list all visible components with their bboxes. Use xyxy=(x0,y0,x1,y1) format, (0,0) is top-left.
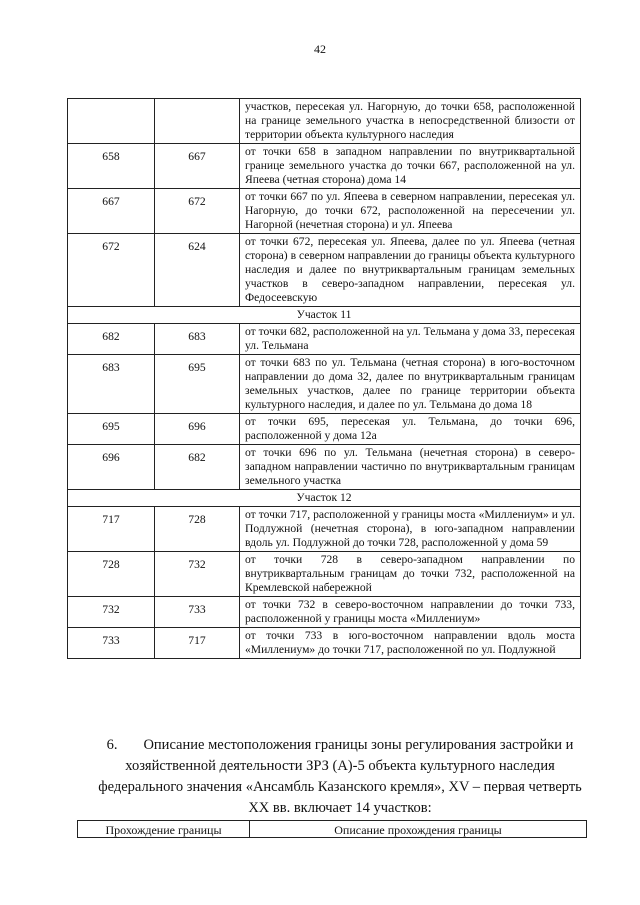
point-to: 683 xyxy=(155,324,240,355)
point-from: 667 xyxy=(68,189,155,234)
table-row xyxy=(68,628,581,659)
boundary-description: участков, пересекая ул. Нагорную, до точки 658, расположенной на границе земельного участка в непосредственной близости от территории объекта культурного наследия xyxy=(240,99,581,144)
point-to: 672 xyxy=(155,189,240,234)
table-header-row xyxy=(78,821,587,838)
point-to: 624 xyxy=(155,234,240,307)
table-row xyxy=(68,507,581,552)
point-to: 733 xyxy=(155,597,240,628)
table-row xyxy=(68,355,581,414)
point-to: 695 xyxy=(155,355,240,414)
point-from: 696 xyxy=(68,445,155,490)
point-from xyxy=(68,99,155,144)
boundary-description: от точки 658 в западном направлении по внутриквартальной границе земельного участка до точки 667, расположенной на ул. Япеева (четная сторона) дома 14 xyxy=(240,144,581,189)
section-title: Участок 11 xyxy=(68,307,581,324)
section-row xyxy=(68,307,581,324)
boundary-table xyxy=(67,98,581,659)
next-table-header xyxy=(77,820,587,838)
section-heading xyxy=(98,735,582,819)
column-header-passage: Прохождение границы xyxy=(78,821,250,838)
point-to: 717 xyxy=(155,628,240,659)
boundary-description: от точки 696 по ул. Тельмана (нечетная сторона) в северо-западном направлении частично по внутриквартальным границам земельного участка xyxy=(240,445,581,490)
boundary-description: от точки 682, расположенной на ул. Тельмана у дома 33, пересекая ул. Тельмана xyxy=(240,324,581,355)
section-title: Участок 12 xyxy=(68,490,581,507)
point-to: 682 xyxy=(155,445,240,490)
table-row xyxy=(68,414,581,445)
point-from: 695 xyxy=(68,414,155,445)
point-to: 696 xyxy=(155,414,240,445)
boundary-description: от точки 695, пересекая ул. Тельмана, до точки 696, расположенной у дома 12а xyxy=(240,414,581,445)
point-to: 732 xyxy=(155,552,240,597)
table-row xyxy=(68,99,581,144)
boundary-description: от точки 717, расположенной у границы моста «Миллениум» и ул. Подлужной (нечетная сторона), в юго-западном направлении вдоль ул. Подлужной до точки 728, расположенной у дома 59 xyxy=(240,507,581,552)
point-to xyxy=(155,99,240,144)
boundary-description: от точки 683 по ул. Тельмана (четная сторона) в юго-восточном направлении до дома 32, далее по внутриквартальным границам земельных участков, далее по границе территории объекта культурного наследия, и далее по ул. Тельмана до дома 18 xyxy=(240,355,581,414)
section-index: 6. xyxy=(106,737,118,753)
boundary-description: от точки 728 в северо-западном направлении по внутриквартальным границам до точки 732, расположенной на Кремлевской набережной xyxy=(240,552,581,597)
table-row xyxy=(68,144,581,189)
table-row xyxy=(68,552,581,597)
boundary-description: от точки 732 в северо-восточном направлении до точки 733, расположенной у границы моста «Миллениум» xyxy=(240,597,581,628)
boundary-description: от точки 733 в юго-восточном направлении вдоль моста «Миллениум» до точки 717, расположенной по ул. Подлужной xyxy=(240,628,581,659)
point-from: 732 xyxy=(68,597,155,628)
table-row xyxy=(68,324,581,355)
section-heading-text: Описание местоположения границы зоны регулирования застройки и хозяйственной деятельности ЗРЗ (А)-5 объекта культурного наследия федерального значения «Ансамбль Казанского кремля», XV – первая четверть XX вв. включает 14 участков: xyxy=(98,737,582,816)
table-row xyxy=(68,445,581,490)
point-from: 658 xyxy=(68,144,155,189)
section-row xyxy=(68,490,581,507)
point-from: 672 xyxy=(68,234,155,307)
point-from: 683 xyxy=(68,355,155,414)
point-from: 728 xyxy=(68,552,155,597)
boundary-description: от точки 667 по ул. Япеева в северном направлении, пересекая ул. Нагорную, до точки 672, расположенной на пересечении ул. Нагорной (нечетная сторона) и ул. Япеева xyxy=(240,189,581,234)
page-number: 42 xyxy=(314,42,326,56)
table-row xyxy=(68,189,581,234)
point-from: 717 xyxy=(68,507,155,552)
table-row xyxy=(68,234,581,307)
point-to: 667 xyxy=(155,144,240,189)
point-to: 728 xyxy=(155,507,240,552)
point-from: 682 xyxy=(68,324,155,355)
table-row xyxy=(68,597,581,628)
boundary-description: от точки 672, пересекая ул. Япеева, далее по ул. Япеева (четная сторона) в северном направлении до границы объекта культурного наследия и далее по внутриквартальным границам земельных участков в северо-западном направлении, пересекая ул. Федосеевскую xyxy=(240,234,581,307)
column-header-description: Описание прохождения границы xyxy=(250,821,587,838)
point-from: 733 xyxy=(68,628,155,659)
